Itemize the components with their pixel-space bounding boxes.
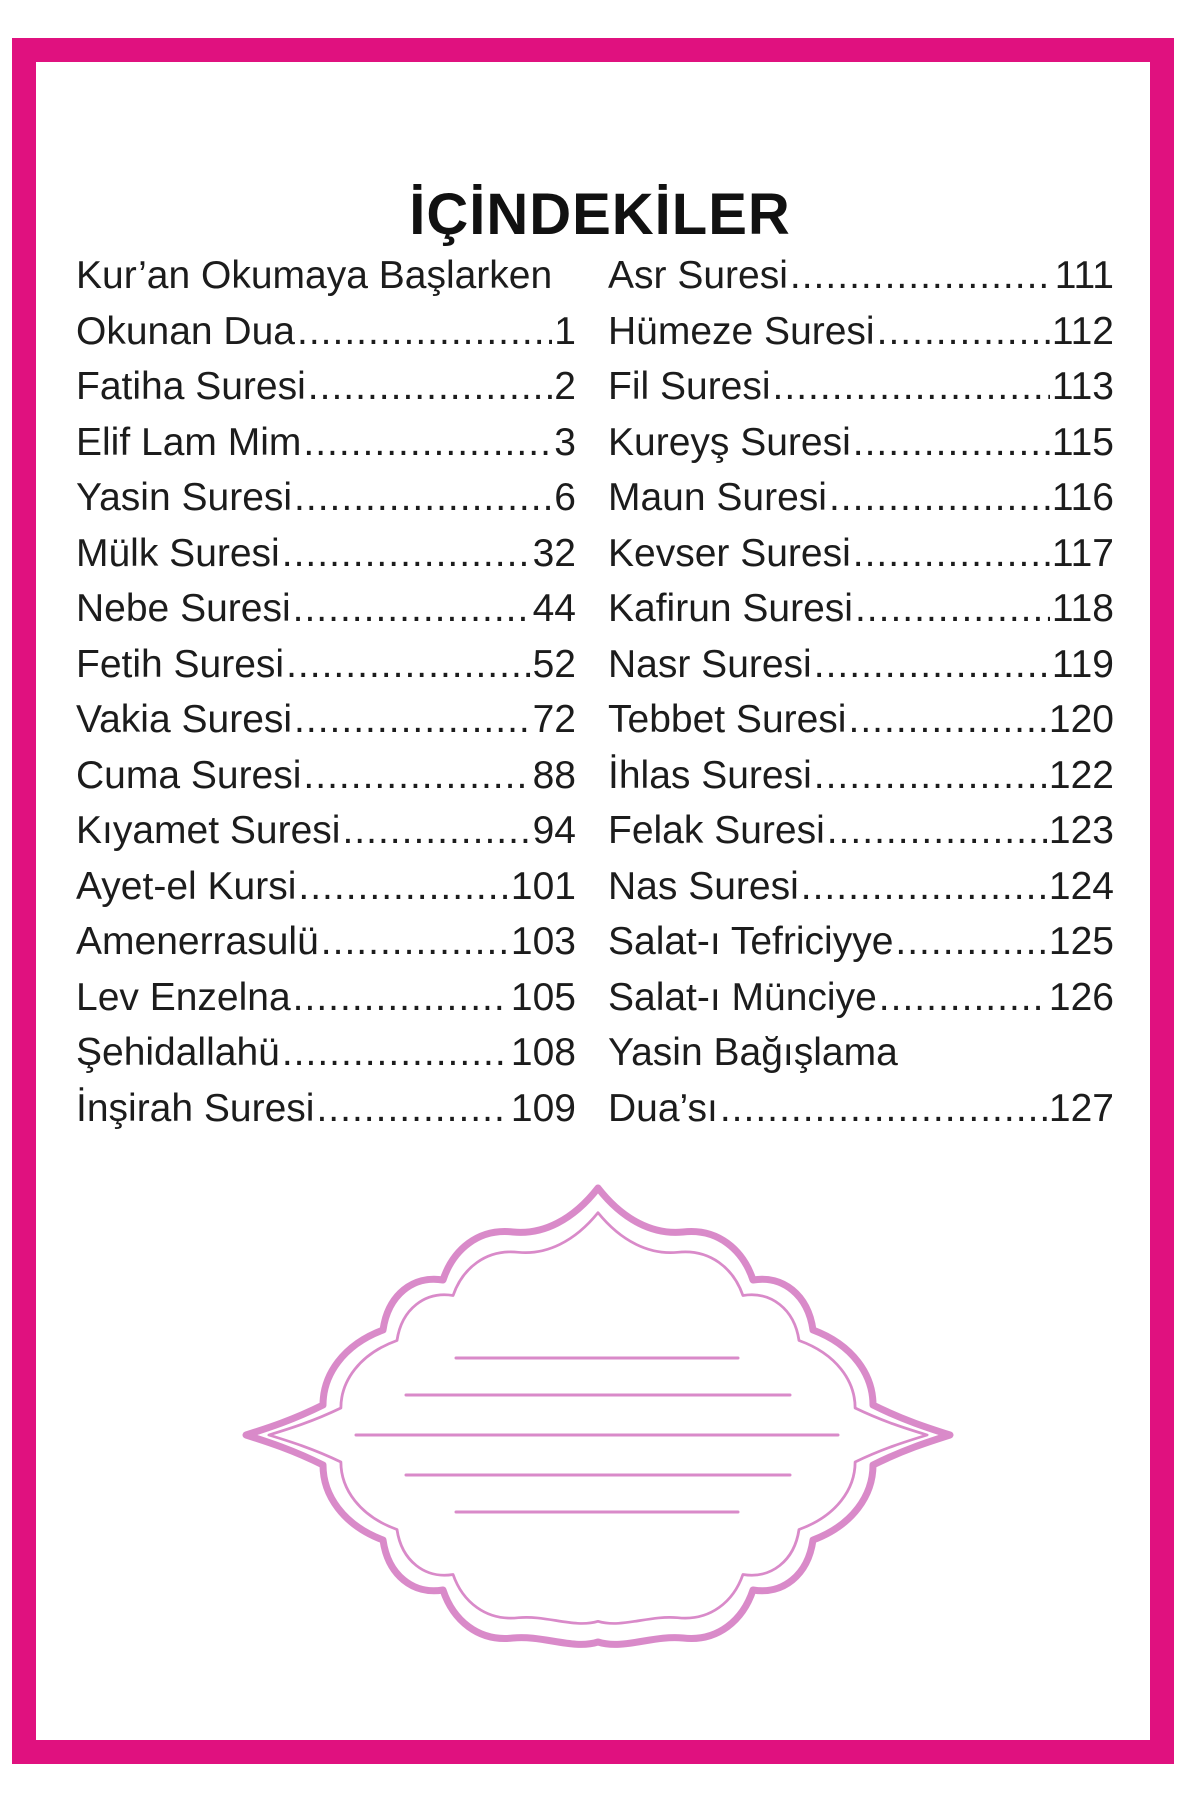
toc-dot-leader [286, 637, 531, 693]
toc-dot-leader [814, 748, 1047, 804]
toc-entry-page-number: 115 [1051, 420, 1114, 464]
toc-entry [76, 748, 576, 804]
toc-dot-leader [853, 526, 1050, 582]
toc-entry-title: Yasin Bağışlama [608, 1031, 898, 1074]
toc-entry [608, 748, 1114, 804]
toc-entry-page-number: 116 [1051, 476, 1114, 519]
toc-entry-title: Mülk Suresi [76, 531, 280, 575]
toc-entry-title: Elif Lam Mim [76, 420, 302, 464]
toc-entry [608, 914, 1114, 970]
toc-dot-leader [294, 692, 531, 748]
toc-dot-leader [827, 803, 1047, 859]
toc-entry-title: İhlas Suresi [608, 753, 812, 797]
toc-dot-leader [829, 470, 1050, 526]
toc-dot-leader [877, 304, 1050, 360]
toc-entry [76, 1081, 576, 1137]
toc-entry-page-number: 117 [1051, 531, 1114, 575]
toc-entry-page-number: 94 [532, 809, 576, 852]
toc-entry-title: Ayet-el Kursi [76, 864, 297, 908]
toc-dot-leader [848, 692, 1046, 748]
toc-entry [608, 359, 1114, 415]
toc-entry-page-number: 126 [1048, 975, 1114, 1019]
toc-entry [76, 637, 576, 693]
toc-entry [76, 914, 576, 970]
ornament-inner-outline [269, 1213, 927, 1624]
toc-entry-page-number: 109 [510, 1086, 576, 1130]
toc-entry [608, 1081, 1114, 1137]
toc-entry-page-number: 112 [1051, 309, 1114, 353]
toc-dot-leader [303, 748, 530, 804]
toc-entry-title: Amenerrasulü [76, 920, 319, 963]
toc-dot-leader [814, 637, 1050, 693]
toc-entry-page-number: 125 [1048, 920, 1114, 963]
toc-entry-page-number: 111 [1054, 254, 1114, 297]
toc-right-column [608, 248, 1114, 1136]
toc-entry-title: Fil Suresi [608, 365, 771, 408]
toc-entry-title: Asr Suresi [608, 254, 788, 297]
toc-entry-title: Salat-ı Tefriciyye [608, 920, 894, 963]
toc-entry [76, 248, 576, 304]
toc-entry-title: Hümeze Suresi [608, 309, 875, 353]
toc-entry-page-number: 6 [554, 476, 576, 519]
toc-entry [76, 304, 576, 360]
toc-entry [608, 637, 1114, 693]
toc-dot-leader [773, 359, 1050, 415]
toc-entry [608, 581, 1114, 637]
toc-entry [76, 803, 576, 859]
toc-entry [76, 526, 576, 582]
toc-entry [608, 803, 1114, 859]
toc-entry-page-number: 123 [1048, 809, 1114, 852]
ornament-outer-outline [246, 1188, 950, 1644]
toc-entry-page-number: 124 [1048, 864, 1114, 908]
page-title: İÇİNDEKİLER [409, 181, 791, 247]
toc-dot-leader [282, 1025, 509, 1081]
toc-entry-title: Salat-ı Münciye [608, 975, 877, 1019]
toc-entry-page-number: 44 [532, 587, 576, 630]
toc-entry [608, 415, 1114, 471]
toc-dot-leader [298, 859, 509, 915]
toc-dot-leader [879, 970, 1047, 1026]
toc-dot-leader [294, 470, 552, 526]
toc-dot-leader [895, 914, 1047, 970]
toc-entry-title: Kureyş Suresi [608, 420, 851, 464]
toc-entry-page-number: 103 [510, 920, 576, 963]
toc-entry-title: Kıyamet Suresi [76, 809, 341, 852]
toc-entry [76, 581, 576, 637]
toc-dot-leader [282, 526, 531, 582]
toc-dot-leader [321, 914, 509, 970]
toc-dot-leader [855, 581, 1050, 637]
toc-dot-leader [720, 1081, 1047, 1137]
toc-entry-page-number: 88 [532, 753, 576, 797]
toc-entry-title: Kevser Suresi [608, 531, 851, 575]
toc-entry [608, 1025, 1114, 1081]
toc-entry-title: Kur’an Okumaya Başlarken [76, 254, 553, 297]
toc-entry [608, 526, 1114, 582]
toc-entry-page-number: 1 [554, 309, 576, 353]
ornamental-label-frame [238, 1180, 958, 1650]
toc-entry-page-number: 52 [532, 642, 576, 686]
toc-entry [76, 470, 576, 526]
toc-entry-page-number: 2 [554, 365, 576, 408]
toc-entry-page-number: 127 [1048, 1086, 1114, 1130]
toc-entry-title: Lev Enzelna [76, 975, 291, 1019]
toc-entry-title: Maun Suresi [608, 476, 827, 519]
toc-entry-title: Tebbet Suresi [608, 698, 847, 741]
toc-entry-page-number: 119 [1051, 642, 1114, 686]
toc-entry-title: Dua’sı [608, 1086, 718, 1130]
toc-entry-title: Vakia Suresi [76, 698, 293, 741]
toc-entry-page-number: 32 [532, 531, 576, 575]
toc-entry-title: Yasin Suresi [76, 476, 293, 519]
toc-entry [76, 415, 576, 471]
toc-entry [608, 692, 1114, 748]
toc-dot-leader [293, 581, 531, 637]
toc-entry-title: Cuma Suresi [76, 753, 302, 797]
toc-entry [76, 859, 576, 915]
toc-entry [608, 248, 1114, 304]
toc-entry-title: İnşirah Suresi [76, 1086, 315, 1130]
toc-dot-leader [801, 859, 1047, 915]
toc-entry-title: Şehidallahü [76, 1031, 280, 1074]
toc-entry-title: Fetih Suresi [76, 642, 285, 686]
toc-entry-page-number: 108 [510, 1031, 576, 1074]
toc-dot-leader [303, 415, 552, 471]
toc-entry [76, 970, 576, 1026]
toc-entry-title: Nasr Suresi [608, 642, 812, 686]
toc-entry [608, 970, 1114, 1026]
toc-dot-leader [297, 304, 552, 360]
toc-entry-page-number: 118 [1051, 587, 1114, 630]
toc-entry [608, 304, 1114, 360]
toc-entry-title: Kafirun Suresi [608, 587, 853, 630]
toc-left-column [76, 248, 576, 1136]
toc-dot-leader [790, 248, 1053, 304]
toc-dot-leader [316, 1081, 508, 1137]
toc-entry [76, 359, 576, 415]
toc-dot-leader [293, 970, 509, 1026]
toc-entry-title: Okunan Dua [76, 309, 295, 353]
toc-entry [76, 692, 576, 748]
toc-entry-page-number: 101 [510, 864, 576, 908]
toc-dot-leader [342, 803, 530, 859]
toc-entry-page-number: 3 [554, 420, 576, 464]
toc-entry-page-number: 122 [1048, 753, 1114, 797]
toc-entry-title: Felak Suresi [608, 809, 825, 852]
toc-entry-title: Nebe Suresi [76, 587, 291, 630]
toc-entry-page-number: 113 [1051, 365, 1114, 408]
toc-entry-title: Nas Suresi [608, 864, 799, 908]
toc-dot-leader [308, 359, 553, 415]
toc-dot-leader [853, 415, 1050, 471]
toc-entry-page-number: 105 [510, 975, 576, 1019]
toc-entry-title: Fatiha Suresi [76, 365, 306, 408]
toc-entry [608, 470, 1114, 526]
toc-entry [76, 1025, 576, 1081]
toc-entry [608, 859, 1114, 915]
toc-entry-page-number: 72 [532, 698, 576, 741]
toc-entry-page-number: 120 [1048, 698, 1114, 741]
